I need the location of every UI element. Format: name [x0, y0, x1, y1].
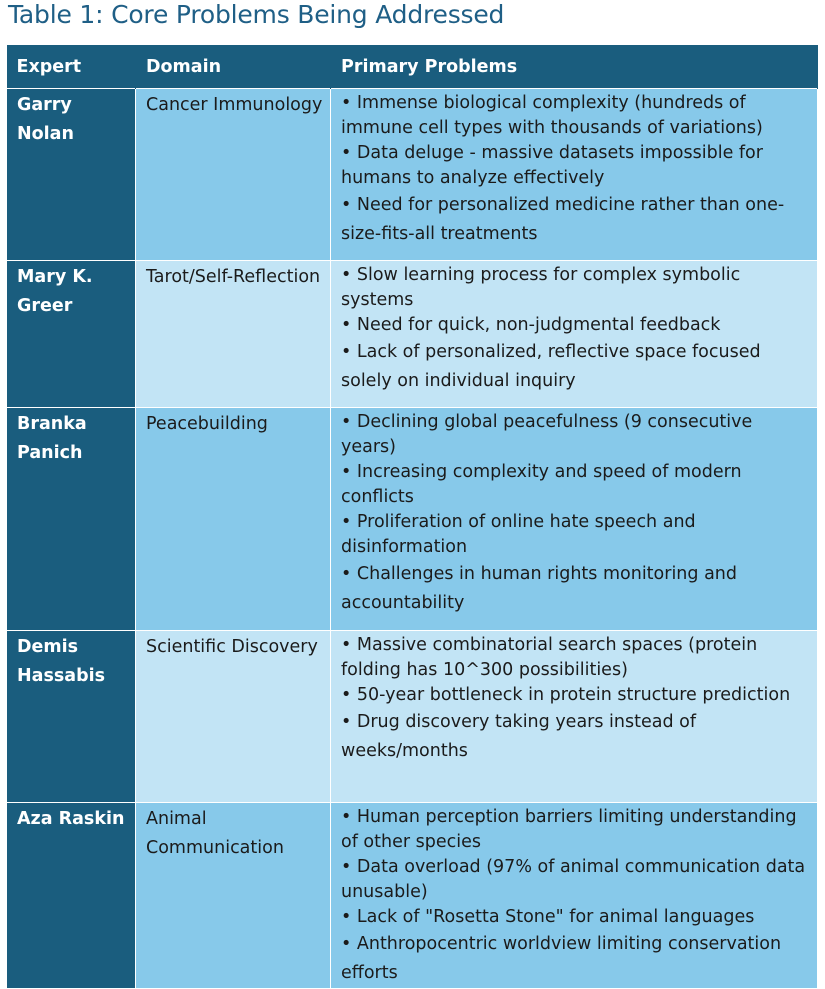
- header-expert: Expert: [7, 45, 136, 89]
- table-title: Table 1: Core Problems Being Addressed: [8, 0, 505, 29]
- problem-item: • Lack of personalized, reflective space focused solely on individual inquiry: [341, 342, 761, 391]
- problem-item: • 50-year bottleneck in protein structure prediction: [341, 685, 791, 705]
- problems-cell: [331, 408, 818, 631]
- domain-cell: Tarot/Self-Reflection: [136, 261, 331, 408]
- problems-cell: [331, 631, 818, 803]
- table-row: [7, 89, 818, 261]
- problem-item: • Human perception barriers limiting understanding of other species: [341, 807, 797, 852]
- problems-cell: [331, 261, 818, 408]
- problem-item: • Massive combinatorial search spaces (protein folding has 10^300 possibilities): [341, 635, 758, 680]
- problem-item: • Proliferation of online hate speech and disinformation: [341, 512, 696, 557]
- expert-cell: Garry Nolan: [7, 89, 136, 261]
- problem-item: • Need for personalized medicine rather than one-size-fits-all treatments: [341, 195, 785, 244]
- header-row: [7, 45, 818, 89]
- problem-item: • Slow learning process for complex symbolic systems: [341, 265, 741, 310]
- problem-item: • Lack of "Rosetta Stone" for animal languages: [341, 907, 755, 927]
- problem-item: • Immense biological complexity (hundreds of immune cell types with thousands of variations): [341, 93, 763, 138]
- expert-cell: Aza Raskin: [7, 803, 136, 989]
- expert-cell: Demis Hassabis: [7, 631, 136, 803]
- domain-cell: Peacebuilding: [136, 408, 331, 631]
- problem-item: • Declining global peacefulness (9 consecutive years): [341, 412, 753, 457]
- table-row: [7, 408, 818, 631]
- problems-cell: [331, 89, 818, 261]
- expert-cell: Mary K. Greer: [7, 261, 136, 408]
- problem-item: • Anthropocentric worldview limiting conservation efforts: [341, 934, 782, 983]
- header-domain: Domain: [136, 45, 331, 89]
- domain-cell: Scientific Discovery: [136, 631, 331, 803]
- header-problems: Primary Problems: [331, 45, 818, 89]
- domain-cell: Cancer Immunology: [136, 89, 331, 261]
- table-row: [7, 261, 818, 408]
- problem-item: • Increasing complexity and speed of modern conflicts: [341, 462, 742, 507]
- table-row: [7, 631, 818, 803]
- domain-cell: Animal Communication: [136, 803, 331, 989]
- problems-table: [6, 45, 818, 989]
- problem-item: • Need for quick, non-judgmental feedback: [341, 315, 721, 335]
- problem-item: • Data overload (97% of animal communication data unusable): [341, 857, 806, 902]
- problem-item: • Drug discovery taking years instead of weeks/months: [341, 712, 696, 761]
- expert-cell: Branka Panich: [7, 408, 136, 631]
- problems-cell: [331, 803, 818, 989]
- table-row: [7, 803, 818, 989]
- problem-item: • Challenges in human rights monitoring and accountability: [341, 564, 737, 613]
- problem-item: • Data deluge - massive datasets impossible for humans to analyze effectively: [341, 143, 763, 188]
